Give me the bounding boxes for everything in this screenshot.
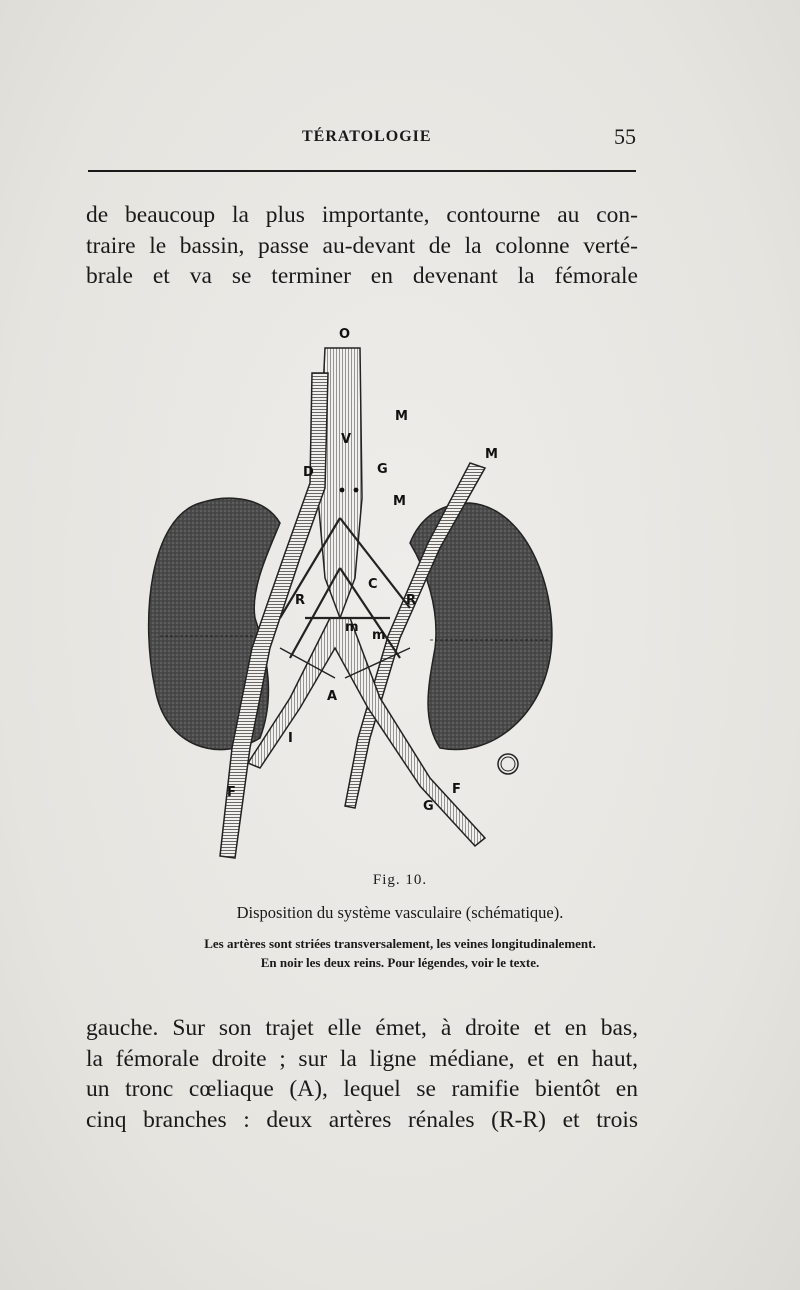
- text-line: de beaucoup la plus importante, contourne au con-: [86, 202, 638, 228]
- paragraph-top: [86, 200, 638, 292]
- figure-note: Les artères sont striées transversalement, les veines longitudinalement.: [204, 936, 596, 951]
- page-number: 55: [614, 124, 636, 149]
- figure-number: Fig. 10.: [372, 872, 428, 888]
- label-m-right: m: [372, 628, 386, 643]
- label-G-top: G: [377, 462, 388, 477]
- header-rule: [88, 170, 636, 172]
- label-V: V: [341, 432, 352, 447]
- text-line: gauche. Sur son trajet elle émet, à droite et en bas,: [86, 1015, 638, 1041]
- label-R-right: R: [406, 593, 417, 608]
- paragraph-bottom: [86, 1013, 638, 1135]
- text-line: traire le bassin, passe au-devant de la colonne verté-: [86, 232, 638, 259]
- label-A: A: [327, 689, 338, 704]
- text-line: un tronc cœliaque (A), lequel se ramifie bientôt en: [86, 1076, 638, 1102]
- figure-caption: Disposition du système vasculaire (schématique).: [236, 903, 564, 922]
- text-line: brale et va se terminer en devenant la fémorale: [86, 263, 638, 289]
- label-C: C: [368, 577, 378, 592]
- label-O: O: [339, 327, 351, 342]
- label-F-left: F: [227, 785, 236, 800]
- running-title: TÉRATOLOGIE: [302, 128, 432, 145]
- label-M-mid: M: [393, 494, 406, 509]
- label-M-top: M: [395, 409, 408, 424]
- label-G-bottom: G: [423, 799, 434, 814]
- label-I: I: [288, 731, 293, 746]
- label-M-right: M: [485, 447, 498, 462]
- label-F-right: F: [452, 782, 461, 797]
- label-m-left: m: [345, 620, 359, 635]
- label-D: D: [303, 465, 314, 480]
- text-line: cinq branches : deux artères rénales (R-R) et trois: [86, 1106, 638, 1133]
- vascular-diagram: [140, 318, 560, 863]
- text-line: la fémorale droite ; sur la ligne médiane, et en haut,: [86, 1045, 638, 1072]
- page-header: [90, 124, 640, 154]
- figure-note: En noir les deux reins. Pour légendes, voir le texte.: [260, 955, 540, 970]
- label-R-left: R: [295, 593, 306, 608]
